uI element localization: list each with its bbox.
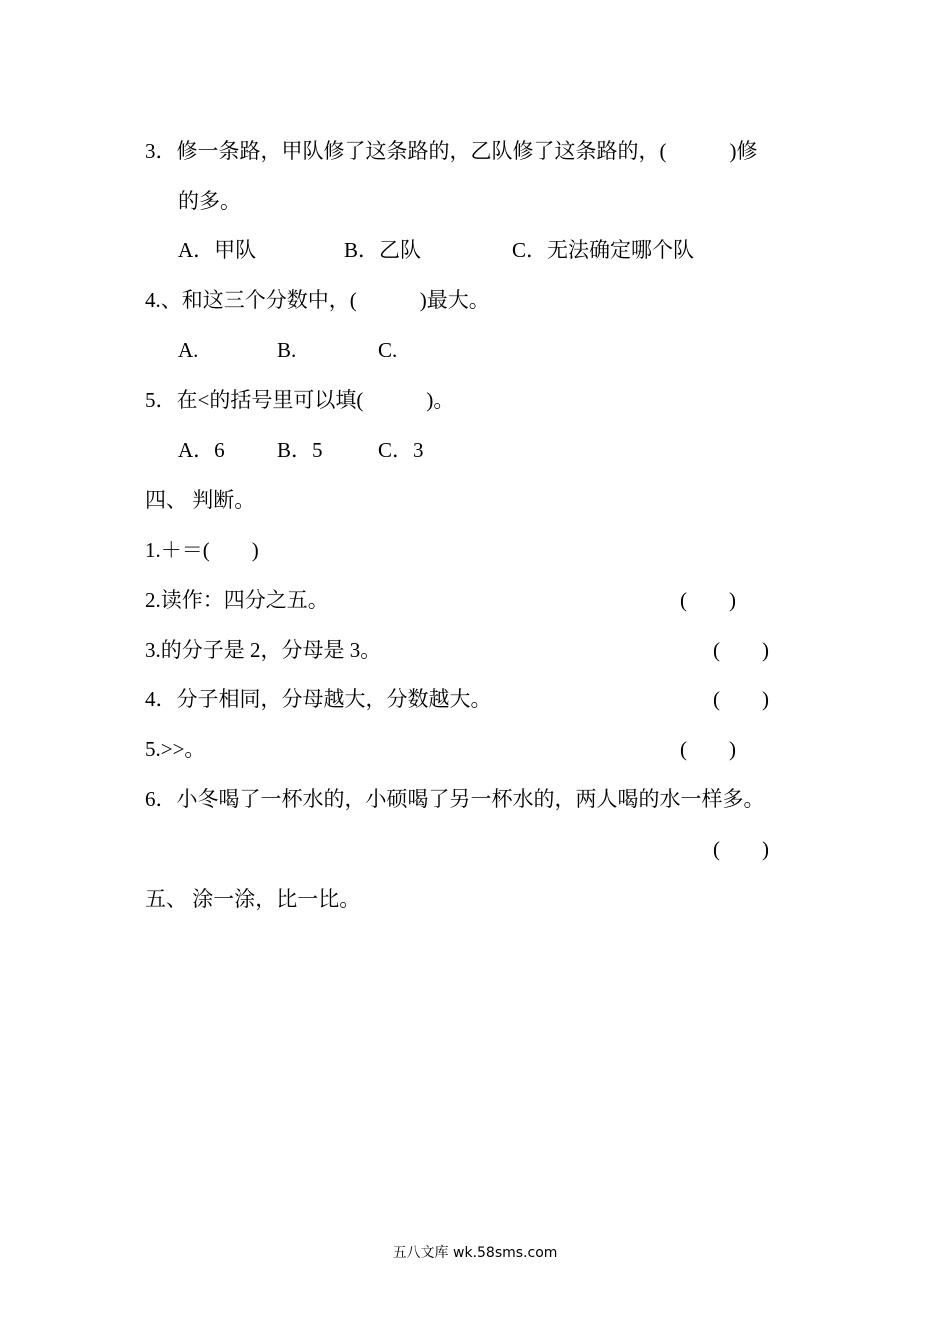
q3-stem-line1: 3．修一条路，甲队修了这条路的，乙队修了这条路的，( )修 [145, 139, 758, 163]
judge-item-5-answer[interactable]: ( ) [680, 737, 736, 761]
q4-option-c: C. [378, 338, 398, 362]
q5-option-b: B．5 [277, 438, 323, 462]
judge-item-1: 1.＋＝( ) [145, 538, 259, 562]
judge-item-4: 4．分子相同，分母越大，分数越大。 [145, 687, 492, 711]
q5-option-a: A．6 [178, 438, 225, 462]
section5-heading: 五、 涂一涂，比一比。 [145, 887, 361, 911]
judge-item-4-answer[interactable]: ( ) [713, 687, 769, 711]
q3-option-b: B．乙队 [344, 238, 422, 262]
q5-stem: 5．在<的括号里可以填( )。 [145, 388, 455, 412]
q3-option-a: A．甲队 [178, 238, 257, 262]
judge-item-6: 6．小冬喝了一杯水的，小硕喝了另一杯水的，两人喝的水一样多。 [145, 787, 765, 811]
judge-item-5: 5.>>。 [145, 737, 206, 761]
section4-heading: 四、 判断。 [145, 488, 256, 512]
q5-option-c: C．3 [378, 438, 424, 462]
q3-stem-line2: 的多。 [178, 189, 241, 213]
footer-watermark: 五八文库 wk.58sms.com [392, 1245, 558, 1261]
judge-item-3-answer[interactable]: ( ) [713, 638, 769, 662]
q4-option-a: A. [178, 338, 199, 362]
q3-option-c: C．无法确定哪个队 [512, 238, 695, 262]
judge-item-2-answer[interactable]: ( ) [680, 588, 736, 612]
judge-item-6-answer[interactable]: ( ) [713, 837, 769, 861]
judge-item-2: 2.读作：四分之五。 [145, 588, 329, 612]
judge-item-3: 3.的分子是 2，分母是 3。 [145, 638, 382, 662]
q4-stem: 4.、和这三个分数中，( )最大。 [145, 288, 490, 312]
q4-option-b: B. [277, 338, 297, 362]
